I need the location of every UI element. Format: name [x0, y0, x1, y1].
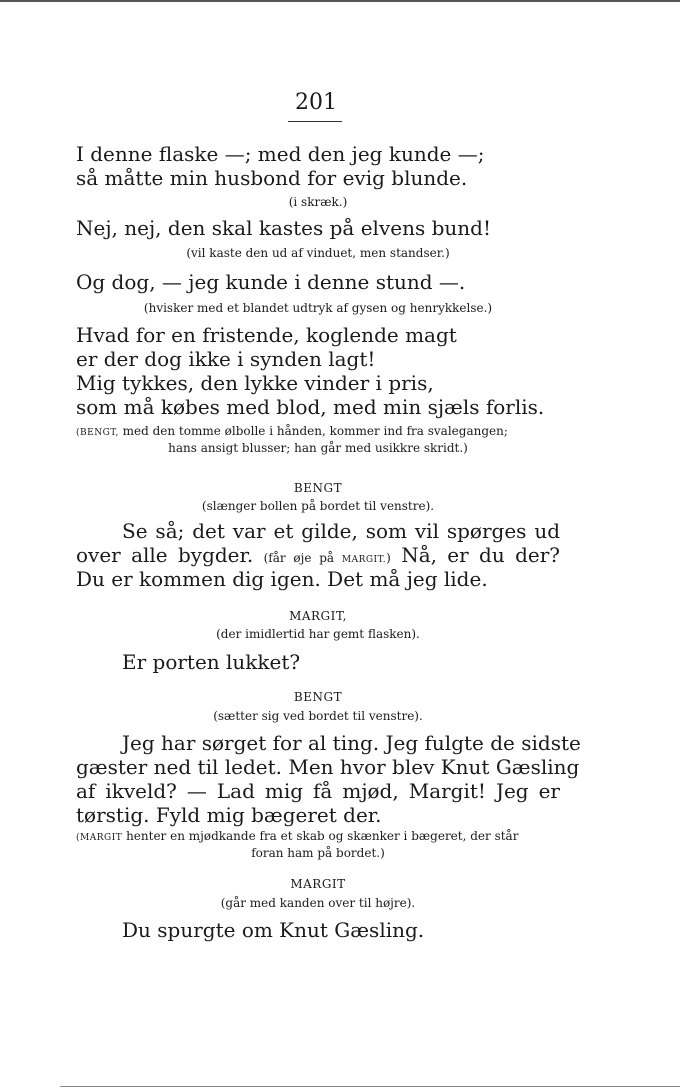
speaker-name: BENGT [293, 690, 343, 704]
stage-direction: hans ansigt blusser; han går med usikkre skridt.) [168, 441, 468, 455]
character-name: (MARGIT [76, 833, 123, 843]
speaker-name: MARGIT, [289, 609, 347, 623]
stage-direction: (BENGT, med den tomme ølbolle i hånden, kommer ind fra svalegangen; [76, 424, 508, 438]
inline-stage-direction: (får øje på MARGIT.) [263, 551, 391, 565]
prose-line: Jeg har sørget for al ting. Jeg fulgte de sidste [122, 731, 581, 755]
speaker-name: MARGIT [290, 877, 346, 891]
stage-direction: (MARGIT henter en mjødkande fra et skab og skænker i bægeret, der står [76, 829, 519, 843]
prose-line: gæster ned til ledet. Men hvor blev Knut Gæsling [76, 755, 580, 779]
page-bottom-edge [60, 1086, 680, 1087]
verse-line: Hvad for en fristende, koglende magt [76, 323, 457, 347]
prose-line: Se så; det var et gilde, som vil spørges ud [122, 519, 560, 543]
stage-direction: (går med kanden over til højre). [220, 896, 416, 910]
page-number: 201 [295, 90, 337, 115]
prose-line: Du er kommen dig igen. Det må jeg lide. [76, 567, 488, 591]
stage-direction: (i skræk.) [288, 195, 348, 209]
verse-line: som må købes med blod, med min sjæls forlis. [76, 395, 545, 419]
prose-line: af ikveld? — Lad mig få mjød, Margit! Jeg er [76, 779, 560, 803]
stage-direction: (vil kaste den ud af vinduet, men standser.) [186, 246, 450, 260]
stage-direction: (hvisker med et blandet udtryk af gysen og henrykkelse.) [143, 301, 493, 315]
verse-line: er der dog ikke i synden lagt! [76, 347, 376, 371]
verse-line: så måtte min husbond for evig blunde. [76, 166, 468, 190]
stage-direction: (sætter sig ved bordet til venstre). [213, 709, 423, 723]
prose-line: over alle bygder. (får øje på MARGIT.) Nå, er du der? [76, 543, 560, 567]
prose-line: tørstig. Fyld mig bægeret der. [76, 803, 382, 827]
verse-line: I denne flaske —; med den jeg kunde —; [76, 142, 485, 166]
character-name: (BENGT, [76, 428, 119, 438]
stage-direction: (slænger bollen på bordet til venstre). [201, 499, 435, 513]
stage-direction: foran ham på bordet.) [251, 846, 385, 860]
verse-line: Mig tykkes, den lykke vinder i pris, [76, 371, 434, 395]
prose-line: Er porten lukket? [122, 650, 301, 674]
verse-line: Nej, nej, den skal kastes på elvens bund! [76, 216, 491, 240]
page-number-rule [288, 121, 342, 122]
speaker-name: BENGT [293, 481, 343, 495]
prose-line: Du spurgte om Knut Gæsling. [122, 918, 425, 942]
verse-line: Og dog, — jeg kunde i denne stund —. [76, 270, 466, 294]
stage-direction: (der imidlertid har gemt flasken). [216, 627, 420, 641]
